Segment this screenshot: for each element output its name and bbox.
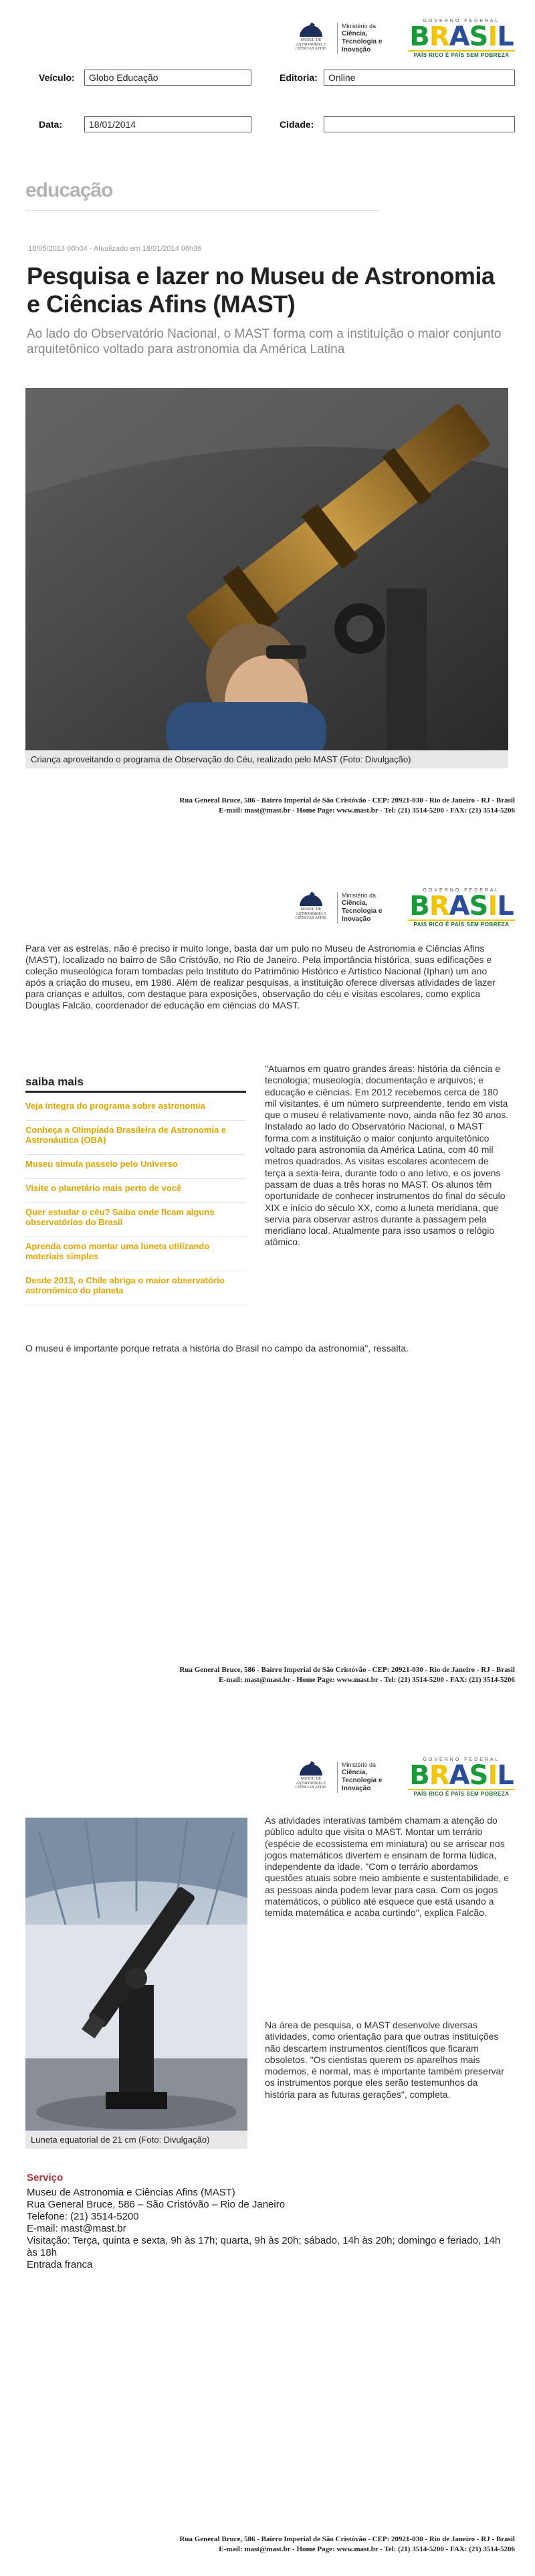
page3-footer: Rua General Bruce, 586 - Bairro Imperial de São Cristóvão - CEP: 20921-030 - Rio de Janeiro - RJ - Brasil E-mail: mast@mast.br - Home Page: www.mast.br - Tel: (21) 3514-5200 - FAX: (21) 3514-5206	[179, 2535, 515, 2553]
brasil-logo: GOVERNO FEDERAL BRASIL PAÍS RICO É PAÍS SEM POBREZA	[408, 888, 515, 928]
article-paragraph-1: Para ver as estrelas, não é preciso ir muito longe, basta dar um pulo no Museu de Astronomia e Ciências Afins (MAST), localizado no bairro de São Cristóvão, no Rio de Janeiro. Pela importância histórica, suas edificações e coleção museológica foram tombadas pelo Instituto do Patrimônio Histórico e Artístico Nacional (Iphan) um ano após a criação do museu, em 1986. Além de realizar pesquisas, a instituição oferece diversas atividades de lazer para crianças e adultos, com destaque para exposições, observação do céu e visitas escolares, como explica Douglas Falcão, coordenador de educação em ciências do MAST.	[25, 943, 496, 1010]
brasil-logo: GOVERNO FEDERAL BRASIL PAÍS RICO É PAÍS SEM POBREZA	[408, 1757, 515, 1797]
servico-title: Serviço	[27, 2172, 64, 2183]
ministry-logo: Ministério da Ciência, Tecnologia e Inovação	[337, 23, 399, 54]
observatory-dome-icon	[300, 25, 322, 37]
servico-line: Visitação: Terça, quinta e sexta, 9h às 17h; quarta, 9h às 20h; sábado, 14h às 20h; domingo e feriado, 14h às 18h	[27, 2235, 501, 2258]
saiba-mais-title: saiba mais	[25, 1075, 246, 1093]
servico-section	[27, 2172, 508, 2271]
servico-line: Museu de Astronomia e Ciências Afins (MAST)	[27, 2187, 235, 2198]
page-3	[0, 1739, 535, 2576]
saiba-mais-link[interactable]: Museu simula passeio pelo Universo	[25, 1159, 246, 1179]
veiculo-field: Globo Educação	[84, 70, 251, 86]
observatory-dome-icon	[300, 1764, 322, 1776]
servico-line: E-mail: mast@mast.br	[27, 2223, 126, 2234]
educacao-brand-logo: educação	[25, 179, 113, 201]
mast-logo: MUSEU DE ASTRONOMIA E CIÊNCIAS AFINS	[294, 1764, 328, 1790]
article-quote-1: "Atuamos em quatro grandes áreas: história da ciência e tecnologia; museologia; documentação e arquivos; e educação e ciências. Em 2012 recebemos cerca de 180 mil visitantes, é um número surpreendente, tendo em vista que o museu é relativamente novo, ainda não fez 30 anos. Instalado ao lado do Observatório Nacional, o MAST forma com a instituição o maior conjunto arquitetônico voltado para astronomia da América Latina, com 40 mil metros quadrados. As visitas escolares acontecem de terça a sexta-feira, durante todo o ano letivo, e os jovens passam de duas a três horas no MAST. Os alunos têm oportunidade de conhecer instrumentos do final do século XIX e início do século XX, como a luneta meridiana, que servia para observar astros durante a passagem pela meridiano local. Atualmente para isso usamos o relógio atômico.	[265, 1063, 509, 1248]
cidade-label: Cidade:	[280, 119, 314, 130]
page1-footer: Rua General Bruce, 586 - Bairro Imperial de São Cristóvão - CEP: 20921-030 - Rio de Janeiro - RJ - Brasil E-mail: mast@mast.br - Home Page: www.mast.br - Tel: (21) 3514-5200 - FAX: (21) 3514-5206	[179, 796, 515, 815]
ministry-logo: Ministério da Ciência, Tecnologia e Inovação	[337, 892, 399, 924]
equatorial-telescope-photo	[25, 1818, 247, 2132]
page-1	[0, 0, 535, 844]
editoria-label: Editoria:	[280, 72, 318, 83]
data-field: 18/01/2014	[84, 116, 251, 132]
brasil-logo: GOVERNO FEDERAL BRASIL PAÍS RICO É PAÍS SEM POBREZA	[408, 19, 515, 58]
page-2	[0, 869, 535, 1713]
saiba-mais-link[interactable]: Visite o planetário mais perto de você	[25, 1183, 246, 1203]
observatory-dome-icon	[300, 895, 322, 906]
servico-line: Rua General Bruce, 586 – São Cristóvão – Rio de Janeiro	[27, 2199, 286, 2210]
saiba-mais-link[interactable]: Conheça a Olimpíada Brasileira de Astronomia e Astronáutica (OBA)	[25, 1125, 246, 1155]
article-subtitle: Ao lado do Observatório Nacional, o MAST forma com a instituição o maior conjunto arquitetônico voltado para astronomia da América Latina	[27, 327, 502, 356]
article-title: Pesquisa e lazer no Museu de Astronomia e Ciências Afins (MAST)	[27, 262, 495, 318]
photo2-caption: Luneta equatorial de 21 cm (Foto: Divulgação)	[25, 2131, 247, 2149]
servico-line: Telefone: (21) 3514-5200	[27, 2211, 139, 2222]
article-timestamp: 18/05/2013 06h04 - Atualizado em 18/01/2014 06h36	[28, 245, 202, 253]
article-paragraph-4: Na área de pesquisa, o MAST desenvolve diversas atividades, como orientação para que outras instituições não descartem instrumentos científicos que ficaram obsoletos. "Os cientistas querem os aparelhos mais modernos, é normal, mas é importante também preservar os instrumentos porque eles serão testemunhos da história para as futuras gerações", completa.	[265, 2020, 504, 2100]
equatorial-telescope-illustration	[25, 1818, 247, 2132]
saiba-mais-link[interactable]: Aprenda como montar uma luneta utilizando materiais simples	[25, 1241, 246, 1271]
photo1-caption: Criança aproveitando o programa de Observação do Céu, realizado pelo MAST (Foto: Divulgação)	[25, 750, 508, 768]
article-paragraph-3: As atividades interativas também chamam a atenção do público adulto que visita o MAST. Montar um terrário (espécie de ecossistema em miniatura) ou se arriscar nos jogos matemáticos divertem e ensinam de forma lúdica, independente da idade. "Com o terrário abordamos questões atuais sobre meio ambiente e sustentabilidade, e as pessoas ainda podem levar para casa. Com os jogos matemáticos, o público até esquece que está usando a temida matemática e acaba curtindo", explica Falcão.	[265, 1815, 510, 1919]
mast-logo: MUSEU DE ASTRONOMIA E CIÊNCIAS AFINS	[294, 25, 328, 51]
data-label: Data:	[39, 119, 63, 130]
editoria-field: Online	[324, 70, 515, 86]
telescope-photo-illustration	[25, 388, 508, 750]
ministry-logo: Ministério da Ciência, Tecnologia e Inovação	[337, 1761, 399, 1793]
page2-footer: Rua General Bruce, 586 - Bairro Imperial de São Cristóvão - CEP: 20921-030 - Rio de Janeiro - RJ - Brasil E-mail: mast@mast.br - Home Page: www.mast.br - Tel: (21) 3514-5200 - FAX: (21) 3514-5206	[179, 1666, 515, 1684]
saiba-mais-link[interactable]: Desde 2013, o Chile abriga o maior observatório astronômico do planeta	[25, 1275, 246, 1305]
saiba-mais-link[interactable]: Quer estudar o céu? Saiba onde ficam alguns observatórios do Brasil	[25, 1207, 246, 1237]
telescope-child-photo	[25, 388, 508, 750]
saiba-mais-box	[25, 1075, 246, 1309]
article-quote-1-end: O museu é importante porque retrata a história do Brasil no campo da astronomia", ressalta.	[25, 1343, 409, 1354]
header-logos	[294, 1757, 515, 1797]
servico-line: Entrada franca	[27, 2259, 93, 2270]
saiba-mais-link[interactable]: Veja íntegra do programa sobre astronomia	[25, 1101, 246, 1121]
veiculo-label: Veículo:	[39, 72, 75, 83]
mast-logo: MUSEU DE ASTRONOMIA E CIÊNCIAS AFINS	[294, 895, 328, 921]
cidade-field	[324, 116, 515, 132]
header-logos	[294, 888, 515, 928]
header-logos	[294, 19, 515, 58]
